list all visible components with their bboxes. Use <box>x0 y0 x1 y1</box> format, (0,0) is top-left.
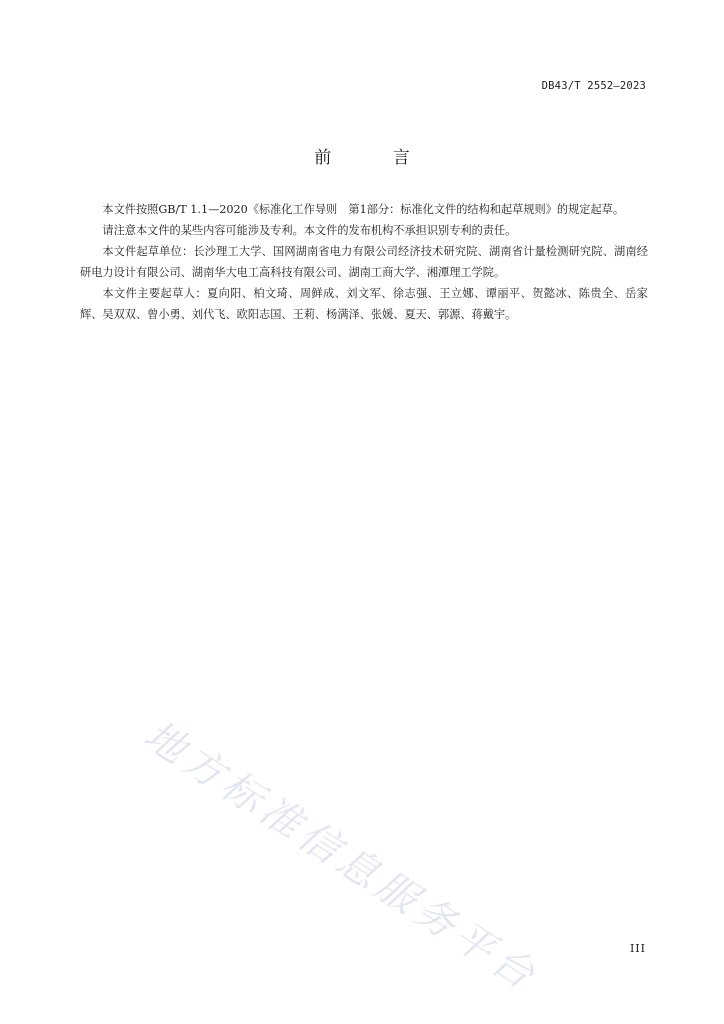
document-code: DB43/T 2552—2023 <box>541 80 646 92</box>
paragraph-main-drafters: 本文件主要起草人：夏向阳、柏文琦、周鲜成、刘文军、徐志强、王立娜、谭丽平、贺懿冰、陈贵全、岳家辉、吴双双、曾小勇、刘代飞、欧阳志国、王莉、杨满泽、张媛、夏天、郭源、蒋戴宇。 <box>80 287 648 321</box>
watermark-text: 地方标准信息服务平台 <box>135 712 547 1002</box>
paragraph-drafting-rules: 本文件按照GB/T 1.1—2020《标准化工作导则 第1部分：标准化文件的结构和起草规则》的规定起草。 <box>102 203 625 216</box>
page-title: 前 言 <box>314 148 438 168</box>
paragraph-patent-notice: 请注意本文件的某些内容可能涉及专利。本文件的发布机构不承担识别专利的责任。 <box>102 224 517 237</box>
paragraph-drafting-units: 本文件起草单位：长沙理工大学、国网湖南省电力有限公司经济技术研究院、湖南省计量检测研究院、湖南经研电力设计有限公司、湖南华大电工高科技有限公司、湖南工商大学、湘潭理工学院。 <box>80 245 648 279</box>
page-number: III <box>629 942 646 955</box>
document-body <box>80 199 648 325</box>
